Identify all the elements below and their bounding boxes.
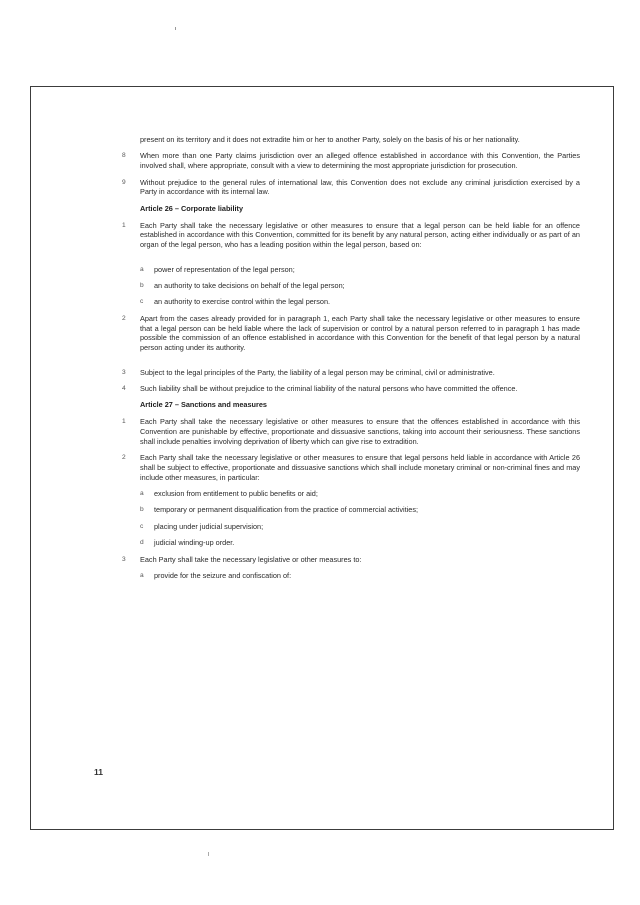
paragraph-text: Each Party shall take the necessary legislative or other measures to ensure that a legal person can be held liable for an offence established in accordance with this Convention, committed for its benefit by any natural person, acting either individually or as part of an organ of the legal person, who has a leading position within the legal person, based on: <box>140 220 580 250</box>
paragraph-text: When more than one Party claims jurisdiction over an alleged offence established in accordance with this Convention, the Parties involved shall, where appropriate, consult with a view to determining the most appropriate jurisdiction for prosecution. <box>140 151 580 171</box>
article-heading: Article 27 – Sanctions and measures <box>140 400 267 410</box>
sub-item <box>140 489 580 499</box>
spacer <box>140 360 580 368</box>
sub-item <box>140 505 580 515</box>
paragraph-number: 2 <box>122 314 126 322</box>
paragraph-text: Each Party shall take the necessary legislative or other measures to ensure that legal persons held liable in accordance with Article 26 shall be subject to effective, proportionate and dissuasive sanctions which shall include monetary criminal or non-criminal fines and may include other measures, in particular: <box>140 453 580 482</box>
scan-mark-top <box>175 27 176 30</box>
sub-item-text: an authority to exercise control within the legal person. <box>154 297 331 307</box>
document-body <box>122 135 580 587</box>
paragraph-text: Apart from the cases already provided for in paragraph 1, each Party shall take the necessary legislative or other measures to ensure that a legal person can be held liable where the lack of supervision or control by a natural person referred to in paragraph 1 has made possible the commission of an offence established in accordance with this Convention for the benefit of that legal person by a natural person acting under its authority. <box>140 313 580 353</box>
paragraph-number: 8 <box>122 152 126 160</box>
sub-item-letter: c <box>140 298 144 306</box>
paragraph <box>122 151 580 171</box>
sub-item <box>140 571 580 581</box>
paragraph-number: 1 <box>122 221 126 229</box>
sub-item-letter: d <box>140 539 144 547</box>
paragraph-number: 1 <box>122 418 126 426</box>
sub-item-letter: c <box>140 522 144 530</box>
sub-item-letter: b <box>140 281 144 289</box>
page-number: 11 <box>94 767 103 777</box>
paragraph-text: Subject to the legal principles of the Party, the liability of a legal person may be criminal, civil or administrative. <box>140 367 495 377</box>
sub-item-text: an authority to take decisions on behalf of the legal person; <box>154 280 345 290</box>
paragraph-number: 3 <box>122 555 126 563</box>
sub-item <box>140 297 580 307</box>
sub-item-letter: a <box>140 265 144 273</box>
sub-item-text: power of representation of the legal person; <box>154 264 295 274</box>
sub-item-text: placing under judicial supervision; <box>154 521 264 531</box>
sub-item <box>140 538 580 548</box>
paragraph <box>122 313 580 353</box>
sub-item-text: exclusion from entitlement to public benefits or aid; <box>154 489 318 499</box>
sub-item-letter: a <box>140 572 144 579</box>
article-heading: Article 26 – Corporate liability <box>140 203 244 213</box>
scan-mark-bottom <box>208 852 209 856</box>
paragraph <box>122 177 580 198</box>
sub-item-text: judicial winding-up order. <box>154 538 235 548</box>
paragraph-text: Such liability shall be without prejudice to the criminal liability of the natural persons who have committed the offence. <box>140 383 518 393</box>
sub-item-text: temporary or permanent disqualification from the practice of commercial activities; <box>154 505 419 515</box>
sub-item-letter: b <box>140 506 144 514</box>
paragraph <box>122 453 580 482</box>
paragraph-text: Without prejudice to the general rules of international law, this Convention does not exclude any criminal jurisdiction exercised by a Party in accordance with its internal law. <box>140 177 580 197</box>
paragraph <box>122 554 580 565</box>
paragraph-number: 4 <box>122 384 126 392</box>
paragraph-number: 9 <box>122 178 126 186</box>
paragraph <box>122 417 580 446</box>
paragraph-text: Each Party shall take the necessary legislative or other measures to: <box>140 554 362 564</box>
paragraph-text: present on its territory and it does not extradite him or her to another Party, solely on the basis of his or her nationality. <box>140 135 520 144</box>
sub-item-letter: a <box>140 490 144 498</box>
paragraph <box>140 135 580 145</box>
paragraph-text: Each Party shall take the necessary legislative or other measures to ensure that the offences established in accordance with this Convention are punishable by effective, proportionate and dissuasive sanctions, taking into account their seriousness. These sanctions shall include penalties involving deprivation of liberty which can give rise to extradition. <box>140 417 580 446</box>
sub-item <box>140 521 580 532</box>
paragraph <box>122 383 580 394</box>
paragraph-number: 3 <box>122 368 126 376</box>
paragraph-number: 2 <box>122 454 126 462</box>
paragraph <box>122 220 580 250</box>
sub-item <box>140 280 580 291</box>
sub-item-text: provide for the seizure and confiscation of: <box>154 571 292 580</box>
paragraph <box>122 367 580 378</box>
spacer <box>140 257 580 265</box>
sub-item <box>140 264 580 275</box>
